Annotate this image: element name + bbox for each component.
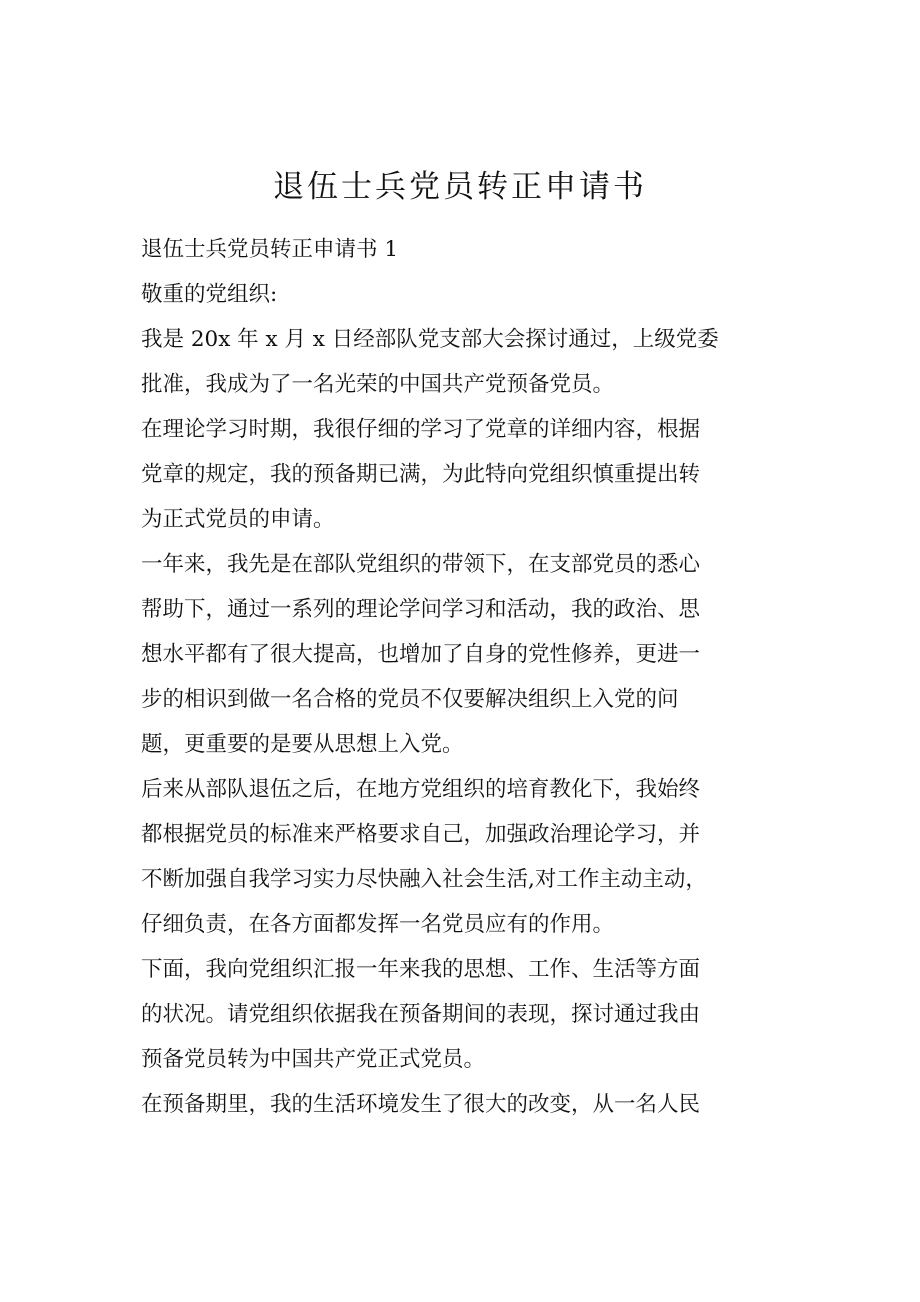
paragraph-line: 步的相识到做一名合格的党员不仅要解决组织上入党的问 bbox=[141, 687, 679, 712]
paragraph-line: 为正式党员的申请。 bbox=[141, 507, 335, 532]
salutation: 敬重的党组织: bbox=[141, 282, 278, 307]
paragraph-line: 仔细负责，在各方面都发挥一名党员应有的作用。 bbox=[141, 912, 615, 937]
paragraph-line: 后来从部队退伍之后，在地方党组织的培育教化下，我始终 bbox=[141, 777, 701, 802]
section-heading: 退伍士兵党员转正申请书 1 bbox=[141, 237, 399, 262]
paragraph-line: 不断加强自我学习实力尽快融入社会生活,对工作主动主动， bbox=[141, 867, 707, 892]
paragraph-line: 帮助下，通过一系列的理论学问学习和活动，我的政治、思 bbox=[141, 597, 701, 622]
paragraph-line: 一年来，我先是在部队党组织的带领下，在支部党员的悉心 bbox=[141, 552, 701, 577]
paragraph-line: 预备党员转为中国共产党正式党员。 bbox=[141, 1047, 486, 1072]
paragraph-line: 的状况。请党组织依据我在预备期间的表现，探讨通过我由 bbox=[141, 1002, 701, 1027]
paragraph-line: 我是 20x 年 x 月 x 日经部队党支部大会探讨通过，上级党委 bbox=[141, 327, 719, 352]
paragraph-line: 在预备期里，我的生活环境发生了很大的改变，从一名人民 bbox=[141, 1092, 701, 1117]
paragraph-line: 在理论学习时期，我很仔细的学习了党章的详细内容，根据 bbox=[141, 417, 701, 442]
document-title: 退伍士兵党员转正申请书 bbox=[273, 168, 647, 205]
paragraph-line: 题，更重要的是要从思想上入党。 bbox=[141, 732, 464, 757]
paragraph-line: 想水平都有了很大提高，也增加了自身的党性修养，更进一 bbox=[141, 642, 701, 667]
document-body bbox=[141, 229, 781, 1129]
paragraph-line: 下面，我向党组织汇报一年来我的思想、工作、生活等方面 bbox=[141, 957, 701, 982]
paragraph-line: 党章的规定，我的预备期已满，为此特向党组织慎重提出转 bbox=[141, 462, 701, 487]
paragraph-line: 都根据党员的标准来严格要求自己，加强政治理论学习，并 bbox=[141, 822, 701, 847]
paragraph-line: 批准，我成为了一名光荣的中国共产党预备党员。 bbox=[141, 372, 615, 397]
